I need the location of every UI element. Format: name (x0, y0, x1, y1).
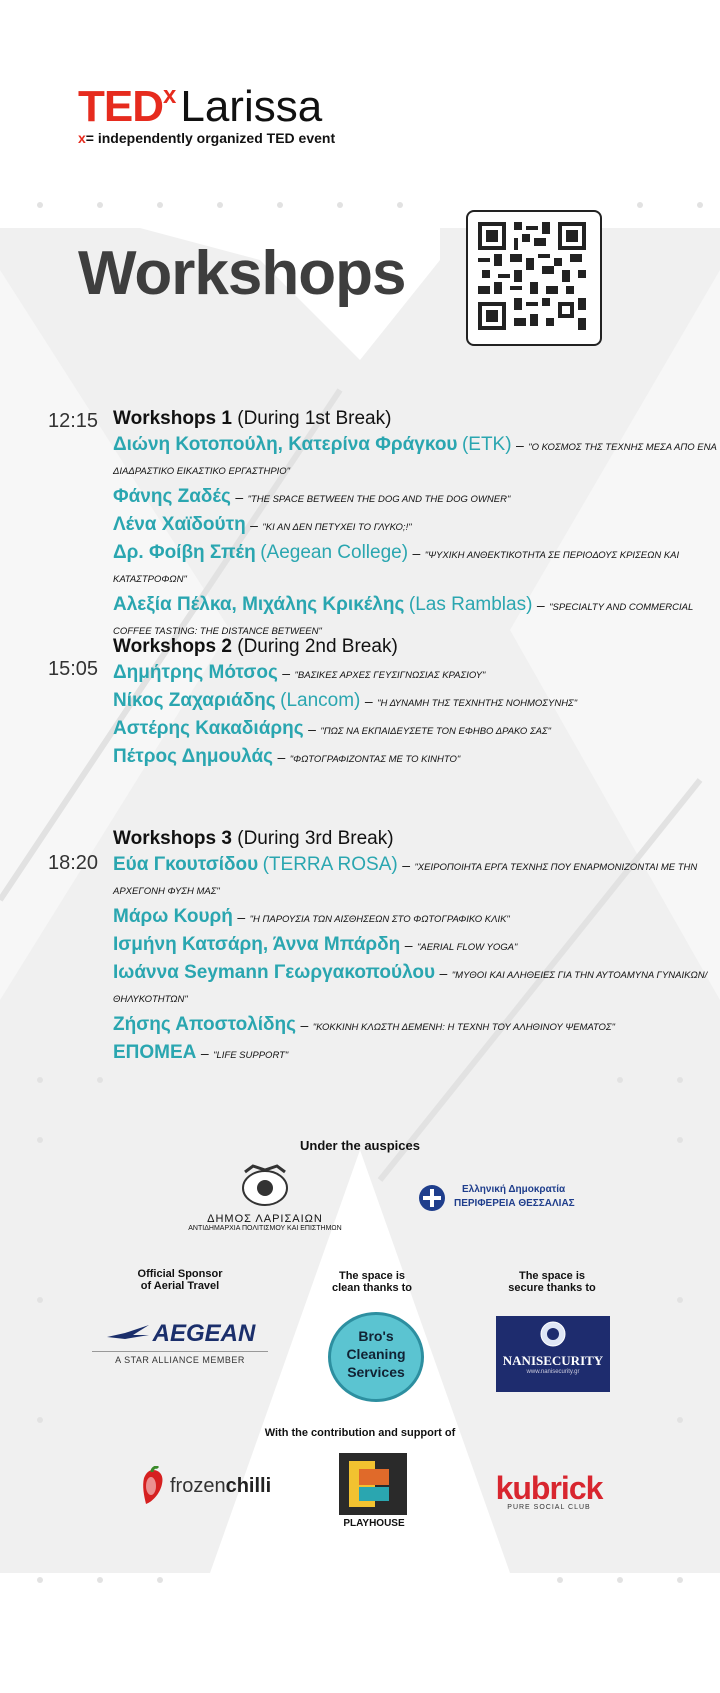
session-2-heading: Workshops 2 (During 2nd Break) (113, 636, 398, 657)
logo-city: Larissa (180, 82, 323, 131)
tedx-larissa-logo (78, 82, 335, 146)
list-item: Ζήσης Αποστολίδης – "ΚΟΚΚΙΝΗ ΚΛΩΣΤΗ ΔΕΜΕΝΗ: Η ΤΕΧΝΗ ΤΟΥ ΑΛΗΘΙΝΟΥ ΨΕΜΑΤΟΣ" (113, 1014, 615, 1035)
kubrick-logo: kubrick PURE SOCIAL CLUB (495, 1470, 603, 1511)
list-item: Δρ. Φοίβη Σπέη (Aegean College) – "ΨΥΧΙΚΗ ΑΝΘΕΚΤΙΚΟΤΗΤΑ ΣΕ ΠΕΡΙΟΔΟΥΣ ΚΡΙΣΕΩΝ ΚΑΙ ΚΑΤΑΣΤΡΟΦΩΝ" (113, 542, 680, 585)
list-item: Μάρω Κουρή – "Η ΠΑΡΟΥΣΙΑ ΤΩΝ ΑΙΣΘΗΣΕΩΝ ΣΤΟ ΦΩΤΟΓΡΑΦΙΚΟ ΚΛΙΚ" (113, 906, 510, 927)
contribution-title: With the contribution and support of (264, 1427, 456, 1439)
aegean-bird-icon (105, 1323, 151, 1345)
frozenchilli-logo: frozen chilli (138, 1466, 278, 1506)
chilli-icon (138, 1466, 168, 1506)
list-item: Ισμήνη Κατσάρη, Άννα Μπάρδη – "AERIAL FLOW YOGA" (113, 934, 518, 955)
nani-shield-icon (539, 1320, 567, 1348)
qr-code-icon (478, 222, 586, 330)
list-item: Αστέρης Κακαδιάρης – "ΠΩΣ ΝΑ ΕΚΠΑΙΔΕΥΣΕΤΕ ΤΟΝ ΕΦΗΒΟ ΔΡΑΚΟ ΣΑΣ" (113, 718, 552, 739)
list-item: Φάνης Ζαδές – "THE SPACE BETWEEN THE DOG AND THE DOG OWNER" (113, 486, 511, 507)
session-2-items (113, 636, 720, 774)
clean-title: The space is clean thanks to (331, 1270, 413, 1294)
logo-x: x (163, 82, 177, 109)
list-item: ΕΠΟΜΕΑ – "LIFE SUPPORT" (113, 1042, 289, 1063)
session-3-heading: Workshops 3 (During 3rd Break) (113, 828, 394, 849)
list-item: Λένα Χαϊδούτη – "ΚΙ ΑΝ ΔΕΝ ΠΕΤΥΧΕΙ ΤΟ ΓΛΥΚΟ;!" (113, 514, 412, 535)
qr-code[interactable] (466, 210, 602, 346)
list-item: Αλεξία Πέλκα, Μιχάλης Κρικέλης (Las Ramblas) – "SPECIALTY AND COMMERCIAL COFFEE TASTING: THE DISTANCE BETWEEN" (113, 594, 694, 637)
logo-subtitle: x= independently organized TED event (78, 130, 336, 146)
session-1-time: 12:15 (48, 410, 99, 432)
list-item: Διώνη Κοτοπούλη, Κατερίνα Φράγκου (ETK) – "Ο ΚΟΣΜΟΣ ΤΗΣ ΤΕΧΝΗΣ ΜΕΣΑ ΑΠΟ ΕΝΑ ΔΙΑΔΡΑΣΤΙΚΟ ΕΙΚΑΣΤΙΚΟ ΕΡΓΑΣΤΗΡΙΟ" (113, 434, 717, 477)
official-sponsor-title: Official Sponsor of Aerial Travel (137, 1268, 223, 1292)
session-2-time: 15:05 (48, 658, 99, 680)
list-item: Εύα Γκουτσίδου (TERRA ROSA) – "ΧΕΙΡΟΠΟΙΗΤΑ ΕΡΓΑ ΤΕΧΝΗΣ ΠΟΥ ΕΝΑΡΜΟΝΙΖΟΝΤΑΙ ΜΕ ΤΗΝ ΑΡΧΕΓΟΝΗ ΦΥΣΗ ΜΑΣ" (113, 854, 698, 897)
list-item: Ιωάννα Seymann Γεωργακοπούλου – "ΜΥΘΟΙ ΚΑΙ ΑΛΗΘΕΙΕΣ ΓΙΑ ΤΗΝ ΑΥΤΟΑΜΥΝΑ ΓΥΝΑΙΚΩΝ/ΘΗΛΥΚΟΤΗΤΩΝ" (113, 962, 708, 1005)
bros-cleaning-logo: Bro's Cleaning Services (328, 1312, 424, 1402)
list-item: Δημήτρης Μότσος – "ΒΑΣΙΚΕΣ ΑΡΧΕΣ ΓΕΥΣΙΓΝΩΣΙΑΣ ΚΡΑΣΙΟΥ" (113, 662, 486, 683)
page-title: Workshops (78, 239, 406, 308)
playhouse-logo: PLAYHOUSE (339, 1453, 409, 1529)
session-3-items (113, 828, 720, 1070)
list-item: Πέτρος Δημουλάς – "ΦΩΤΟΓΡΑΦΙΖΟΝΤΑΣ ΜΕ ΤΟ ΚΙΝΗΤΟ" (113, 746, 461, 767)
auspices-title: Under the auspices (300, 1138, 420, 1153)
dimos-emblem-icon (233, 1162, 297, 1208)
list-item: Νίκος Ζαχαριάδης (Lancom) – "Η ΔΥΝΑΜΗ ΤΗΣ ΤΕΧΝΗΤΗΣ ΝΟΗΜΟΣΥΝΗΣ" (113, 690, 578, 711)
session-3-time: 18:20 (48, 852, 99, 874)
greek-emblem-icon (418, 1184, 446, 1212)
logo-ted: TED (78, 82, 163, 131)
session-1-heading: Workshops 1 (During 1st Break) (113, 408, 392, 429)
nanisecurity-logo: NANISECURITY www.nanisecurity.gr (496, 1316, 610, 1392)
secure-title: The space is secure thanks to (508, 1270, 596, 1294)
session-1-items (113, 408, 720, 646)
dimos-larisaion-logo: ΔΗΜΟΣ ΛΑΡΙΣΑΙΩΝ ΑΝΤΙΔΗΜΑΡΧΙΑ ΠΟΛΙΤΙΣΜΟΥ ΚΑΙ ΕΠΙΣΤΗΜΩΝ (180, 1162, 350, 1232)
aegean-logo: AEGEAN A STAR ALLIANCE MEMBER (92, 1320, 268, 1365)
